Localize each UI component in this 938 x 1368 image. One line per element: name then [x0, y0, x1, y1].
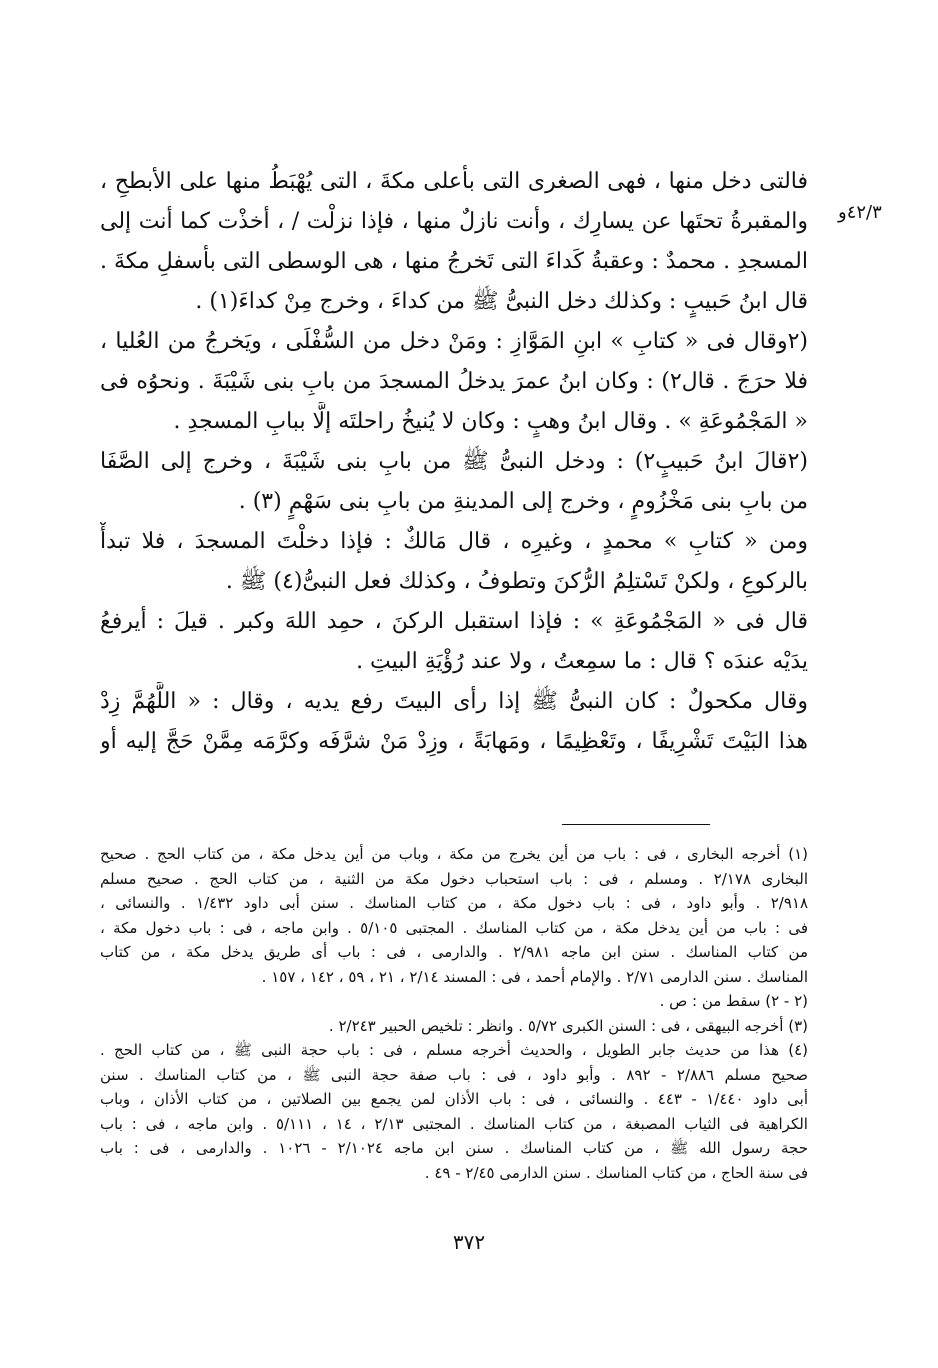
- footnote-line: (٢ - ٢) سقط من : ص .: [659, 992, 808, 1010]
- text-line: (٢وقال فى « كتابِ » ابنِ المَوَّازِ : ومَنْ دخل من السُّفْلَى ، ويَخرجُ من العُليا ،: [100, 329, 808, 354]
- text-line: « المَجْمُوعَةِ » . وقال ابنُ وهبٍ : وكان لا يُنيخُ راحلتَه إلَّا ببابِ المسجدِ .: [173, 409, 808, 434]
- footnote-line: البخارى ٢/١٧٨ . ومسلم ، فى : باب استحباب دخول مكة من الثنية ، من كتاب الحج . صحيح مسلم: [100, 869, 808, 888]
- footnote-line: فى سنة الحاج ، من كتاب المناسك . سنن الدارمى ٢/٤٥ - ٤٩ .: [424, 1163, 808, 1182]
- footnote-line: (٤) هذا من حديث جابر الطويل ، والحديث أخرجه مسلم ، فى : باب حجة النبى ﷺ ، من كتاب الحج .: [100, 1041, 808, 1059]
- footnote-line: (١) أخرجه البخارى ، فى : باب من أين يخرج من مكة ، وباب من أين يدخل مكة ، من كتاب الحج . صحيح: [100, 845, 808, 863]
- text-line: يدَيْه عندَه ؟ قال : ما سمِعتُ ، ولا عند رُؤْيَةِ البيتِ .: [356, 649, 808, 674]
- manuscript-folio-reference: ٤٢/٣و: [838, 202, 882, 223]
- main-text: [100, 162, 808, 762]
- footnote-line: من كتاب المناسك . سنن ابن ماجه ٢/٩٨١ . والدارمى ، فى : باب أى طريق يدخل مكة ، من كتاب: [100, 943, 808, 961]
- footnotes: [100, 842, 808, 1185]
- page-number: ٣٧٢: [452, 1230, 486, 1254]
- footnote-line: ٢/٩١٨ . وأبو داود ، فى : باب دخول مكة ، من كتاب المناسك . سنن أبى داود ١/٤٣٢ . والنسائى ،: [100, 894, 808, 912]
- text-line: من بابِ بنى مَخْزُومٍ ، وخرج إلى المدينةِ من بابِ بنى سَهْمٍ (٣) .: [238, 489, 808, 514]
- text-line: وقال مكحولٌ : كان النبىُّ ﷺ إذا رأى البيتَ رفع يديه ، وقال : « اللَّهُمَّ زِدْ: [100, 689, 808, 714]
- text-line: المسجدِ . محمدٌ : وعقبةُ كَداءَ التى تَخرجُ منها ، هى الوسطى التى بأسفلِ مكةَ .: [100, 249, 808, 274]
- footnote-line: فى : باب من أين يدخل مكة ، من كتاب المناسك . المجتبى ٥/١٠٥ . وابن ماجه ، فى : باب دخول مكة ،: [100, 918, 808, 937]
- footnote-line: المناسك . سنن الدارمى ٢/٧١ . والإمام أحمد ، فى : المسند ٢/١٤ ، ٢١ ، ٥٩ ، ١٤٢ ، ١٥٧ .: [261, 967, 808, 986]
- text-line: قال فى « المَجْمُوعَةِ » : فإذا استقبل الركنَ ، حمِد اللهَ وكبر . قيلَ : أيرفعُ: [100, 609, 808, 634]
- text-line: هذا البَيْتَ تَشْرِيفًا ، وتَعْظِيمًا ، ومَهابَةً ، وزِدْ مَنْ شرَّفَه وكرَّمَه مِمَّنْ حَجَّ إليه أو: [100, 729, 808, 754]
- text-line: ومن « كتابِ » محمدٍ ، وغيرِه ، قال مَالكٌ : فإذا دخلْتَ المسجدَ ، فلا تبدأْ: [100, 529, 808, 554]
- footnote-separator: [562, 824, 710, 825]
- footnote-line: صحيح مسلم ٢/٨٨٦ - ٨٩٢ . وأبو داود ، فى : باب صفة حجة النبى ﷺ ، من كتاب المناسك . سنن: [100, 1065, 808, 1084]
- text-line: بالركوعِ ، ولكنْ تَسْتلِمُ الرُّكنَ وتطوفُ ، وكذلك فعل النبىُّ(٤) ﷺ .: [225, 569, 808, 594]
- text-line: فلا حرَجَ . قال٢) : وكان ابنُ عمرَ يدخلُ المسجدَ من بابِ بنى شَيْبَةَ . ونحوُه فى: [100, 369, 808, 394]
- text-line: والمقبرةُ تحتَها عن يسارِك ، وأنت نازلٌ منها ، فإذا نزلْت / ، أخذْت كما أنت إلى: [100, 209, 808, 234]
- footnote-line: الكراهية فى الثياب المصبغة ، من كتاب المناسك . المجتبى ٢/١٣ ، ١٤ ، ٥/١١١ . وابن ماجه ، فى : باب: [100, 1114, 808, 1133]
- footnote-line: أبى داود ١/٤٤٠ - ٤٤٣ . والنسائى ، فى : باب الأذان لمن يجمع بين الصلاتين ، من كتاب الأذان ، وباب: [100, 1090, 808, 1108]
- footnote-line: (٣) أخرجه البيهقى ، فى : السنن الكبرى ٥/٧٢ . وانظر : تلخيص الحبير ٢/٢٤٣ .: [328, 1016, 808, 1035]
- footnote-line: حجة رسول الله ﷺ ، من كتاب المناسك . سنن ابن ماجه ٢/١٠٢٤ - ١٠٢٦ . والدارمى ، فى : باب: [100, 1139, 808, 1157]
- text-line: فالتى دخل منها ، فهى الصغرى التى بأعلى مكةَ ، التى يُهْبَطُ منها على الأبطحِ ،: [100, 169, 808, 194]
- text-line: (٢قالَ ابنُ حَبيبٍ٢) : ودخل النبىُّ ﷺ من بابِ بنى شَيْبَةَ ، وخرج إلى الصَّفَا: [100, 449, 808, 474]
- text-line: قال ابنُ حَبيبٍ : وكذلك دخل النبىُّ ﷺ من كداءَ ، وخرج مِنْ كداءَ(١) .: [195, 289, 808, 314]
